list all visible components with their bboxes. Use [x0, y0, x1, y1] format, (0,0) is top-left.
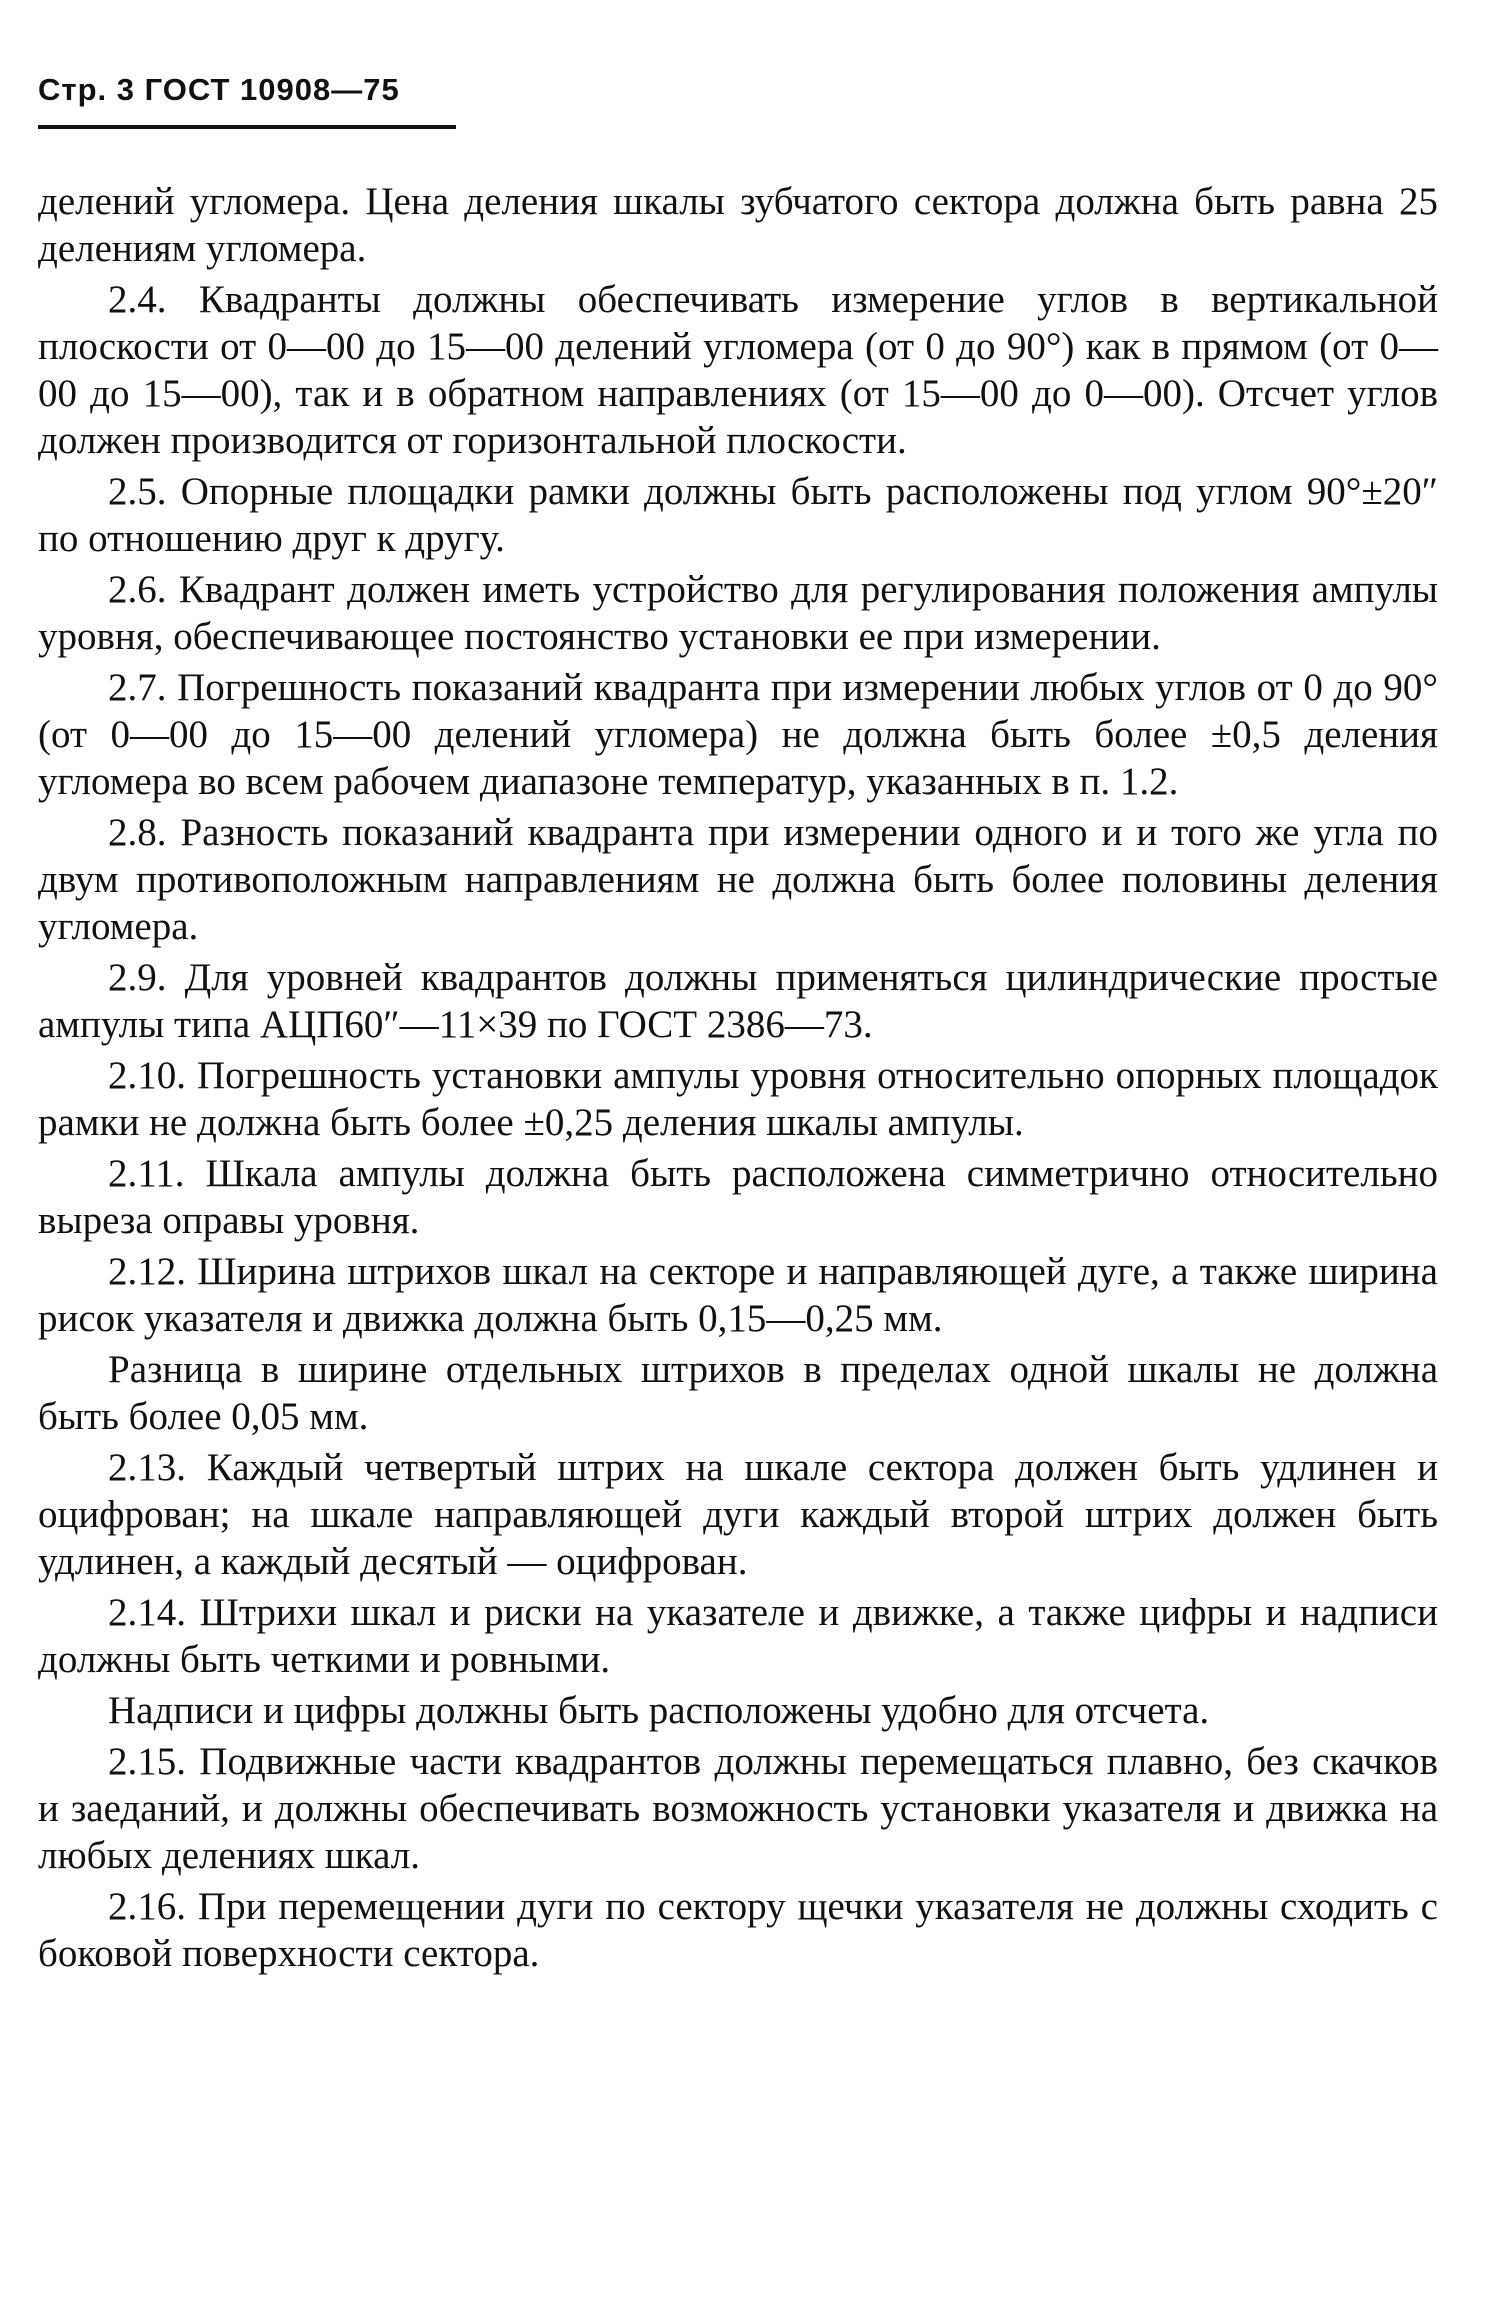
- document-body: [38, 178, 1438, 1981]
- paragraph-2-11: 2.11. Шкала ампулы должна быть расположена симметрично относительно выреза оправы уровня.: [38, 1152, 1438, 1242]
- paragraph-2-6: 2.6. Квадрант должен иметь устройство для регулирования положения ампулы уровня, обеспечивающее постоянство установки ее при измерении.: [38, 568, 1438, 658]
- paragraph-2-10: 2.10. Погрешность установки ампулы уровня относительно опорных площадок рамки не должна быть более ±0,25 деления шкалы ампулы.: [38, 1054, 1438, 1144]
- paragraph-2-4: 2.4. Квадранты должны обеспечивать измерение углов в вертикальной плоскости от 0—00 до 15—00 делений угломера (от 0 до 90°) как в прямом (от 0—00 до 15—00), так и в обратном направлениях (от 15—00 до 0—00). Отсчет углов должен производится от горизонтальной плоскости.: [38, 278, 1438, 462]
- paragraph-2-14-note: Надписи и цифры должны быть расположены удобно для отсчета.: [108, 1689, 1210, 1732]
- paragraph-2-9: 2.9. Для уровней квадрантов должны применяться цилиндрические простые ампулы типа АЦП60″—11×39 по ГОСТ 2386—73.: [38, 956, 1438, 1046]
- paragraph-2-16: 2.16. При перемещении дуги по сектору щечки указателя не должны сходить с боковой поверхности сектора.: [38, 1885, 1438, 1975]
- paragraph-2-8: 2.8. Разность показаний квадранта при измерении одного и и того же угла по двум противоположным направлениям не должна быть более половины деления угломера.: [38, 811, 1438, 948]
- paragraph-2-12: 2.12. Ширина штрихов шкал на секторе и направляющей дуге, а также ширина рисок указателя и движка должна быть 0,15—0,25 мм.: [38, 1250, 1438, 1340]
- page-header: Стр. 3 ГОСТ 10908—75: [38, 72, 400, 107]
- paragraph-2-13: 2.13. Каждый четвертый штрих на шкале сектора должен быть удлинен и оцифрован; на шкале направляющей дуги каждый второй штрих должен быть удлинен, а каждый десятый — оцифрован.: [38, 1446, 1438, 1583]
- paragraph-2-15: 2.15. Подвижные части квадрантов должны перемещаться плавно, без скачков и заеданий, и должны обеспечивать возможность установки указателя и движка на любых делениях шкал.: [38, 1740, 1438, 1877]
- paragraph-2-12-note: Разница в ширине отдельных штрихов в пределах одной шкалы не должна быть более 0,05 мм.: [38, 1348, 1438, 1438]
- header-divider: [38, 125, 456, 129]
- paragraph-continuation: делений угломера. Цена деления шкалы зубчатого сектора должна быть равна 25 делениям угломера.: [38, 180, 1438, 270]
- paragraph-2-5: 2.5. Опорные площадки рамки должны быть расположены под углом 90°±20″ по отношению друг к другу.: [38, 470, 1438, 560]
- document-page: [38, 0, 1438, 2303]
- paragraph-2-7: 2.7. Погрешность показаний квадранта при измерении любых углов от 0 до 90° (от 0—00 до 15—00 делений угломера) не должна быть более ±0,5 деления угломера во всем рабочем диапазоне температур, указанных в п. 1.2.: [38, 666, 1438, 803]
- paragraph-2-14: 2.14. Штрихи шкал и риски на указателе и движке, а также цифры и надписи должны быть четкими и ровными.: [38, 1591, 1438, 1681]
